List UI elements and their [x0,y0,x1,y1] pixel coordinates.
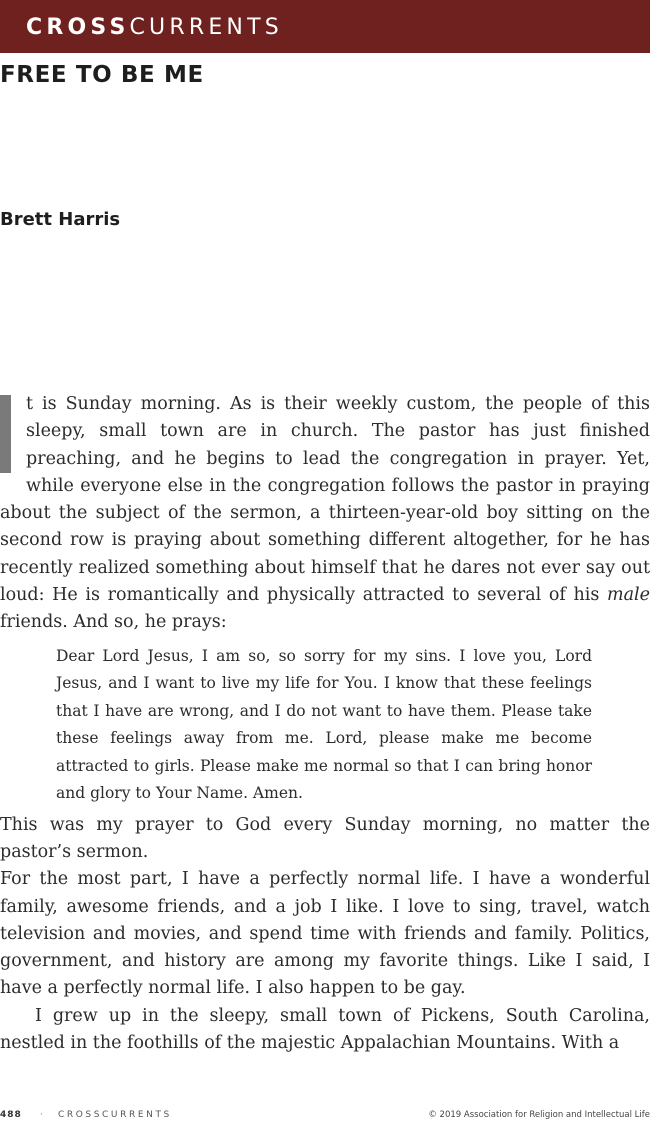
opening-text-a: t is Sunday morning. As is their weekly custom, the people of this sleepy, small town are in church. The pastor has just finished preaching, and he begins to lead the congregation in prayer. Yet, while everyone else in the congregation follows the pastor in praying about the subject of the sermon, a thirteen-year-old boy sitting on the second row is praying about something different altogether, for he has recently realized something about himself that he dares not ever say out loud: He is romantically and physically attracted to several of his [0,394,650,606]
drop-cap [0,395,11,473]
prayer-quote: Dear Lord Jesus, I am so, so sorry for my sins. I love you, Lord Jesus, and I want to live my life for You. I know that these feelings that I have are wrong, and I do not want to have them. Please take these feelings away from me. Lord, please make me become attracted to girls. Please make me normal so that I can bring honor and glory to Your Name. Amen. [56,646,592,803]
copyright-notice: © 2019 Association for Religion and Intellectual Life [428,1110,650,1120]
article-body [0,391,650,1057]
opening-emphasis: male [607,585,650,606]
paragraph-2: This was my prayer to God every Sunday morning, no matter the pastor’s sermon. [0,814,650,862]
paragraph-3: For the most part, I have a perfectly normal life. I have a wonderful family, awesome friends, and a job I like. I love to sing, travel, watch television and movies, and spend time with friends and family. Politics, government, and history are among my favorite things. Like I said, I have a perfectly normal life. I also happen to be gay. [0,869,650,999]
opening-paragraph [0,391,650,637]
author-name: Brett Harris [0,209,121,230]
footer-separator: · [40,1110,43,1120]
opening-text-b: friends. And so, he prays: [0,612,227,633]
journal-masthead [0,0,650,53]
page-footer [0,1108,650,1122]
footer-journal-name: CROSSCURRENTS [58,1110,172,1120]
page-number: 488 [0,1110,22,1120]
journal-name-bold: CROSS [26,15,130,40]
journal-name-light: CURRENTS [129,15,283,40]
paragraph-4: I grew up in the sleepy, small town of Pickens, South Carolina, nestled in the foothills of the majestic Appalachian Mountains. With a [0,1005,650,1054]
article-title: FREE TO BE ME [0,62,204,88]
journal-name [26,14,283,42]
